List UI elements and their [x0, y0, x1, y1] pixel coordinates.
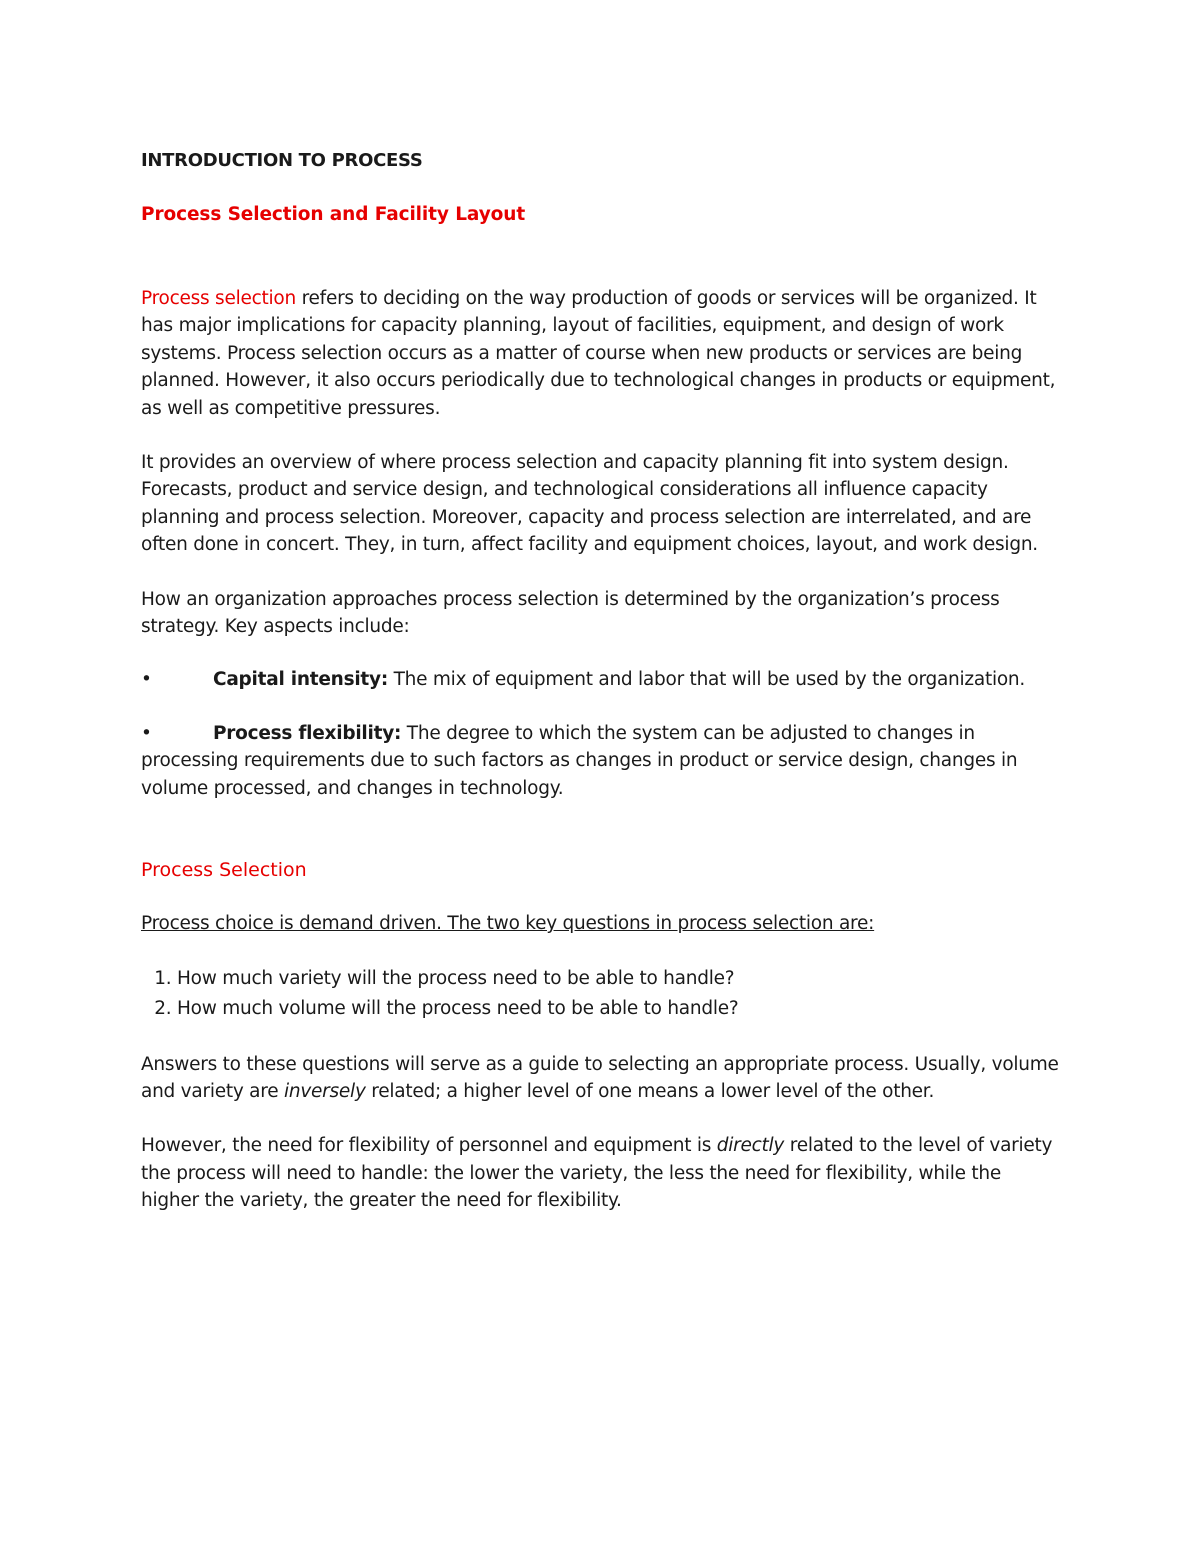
bullet-text: The degree to which the system can be adjusted to changes in processing requirements due to such factors as changes in product or service design, changes in volume processed, and changes in technology.	[141, 722, 1018, 799]
flexibility-text-end: related to the level of variety the process will need to handle: the lower the variety, the less the need for flexibility, while the higher the variety, the greater the need for flexibility.	[141, 1135, 1053, 1212]
document-title: INTRODUCTION TO PROCESS	[141, 150, 423, 171]
flexibility-emphasis: directly	[716, 1135, 785, 1157]
bullet-text: The mix of equipment and labor that will be used by the organization.	[387, 669, 1026, 691]
questions-list	[141, 964, 1061, 1024]
answers-paragraph	[141, 1051, 1061, 1106]
answers-emphasis: inversely	[283, 1080, 366, 1102]
bullet-term: Process flexibility:	[213, 722, 402, 744]
document-page	[141, 148, 1061, 1215]
intro-text: refers to deciding on the way production of goods or services will be organized. It has major implications for capacity planning, layout of facilities, equipment, and design of work systems. Process selection occurs as a matter of course when new products or services are being planned. However, it also occurs periodically due to technological changes in products or equipment, as well as competitive pressures.	[141, 288, 1056, 419]
bullet-icon: •	[141, 722, 152, 744]
intro-highlight: Process selection	[141, 288, 296, 309]
bullet-process-flexibility	[141, 720, 1061, 802]
flexibility-text-start: However, the need for flexibility of personnel and equipment is	[141, 1135, 717, 1157]
intro-paragraph	[141, 285, 1061, 422]
section-heading: Process Selection	[141, 859, 307, 882]
section-lead: Process choice is demand driven. The two key questions in process selection are:	[141, 913, 875, 935]
document-subtitle: Process Selection and Facility Layout	[141, 204, 526, 225]
answers-text-start: Answers to these questions will serve as a guide to selecting an appropriate process. Usually, volume and variety are	[141, 1053, 1059, 1102]
list-item: 1. How much variety will the process need to be able to handle?	[177, 964, 1061, 994]
bullet-icon: •	[141, 669, 152, 691]
overview-paragraph: It provides an overview of where process selection and capacity planning fit into system design. Forecasts, product and service design, and technological considerations all influence capacity planning and process selection. Moreover, capacity and process selection are interrelated, and are often done in concert. They, in turn, affect facility and equipment choices, layout, and work design.	[141, 452, 1038, 556]
answers-text-end: related; a higher level of one means a lower level of the other.	[365, 1080, 935, 1102]
bullet-capital-intensity	[141, 666, 1061, 693]
bullet-term: Capital intensity:	[213, 669, 388, 691]
flexibility-paragraph	[141, 1132, 1061, 1214]
strategy-paragraph: How an organization approaches process selection is determined by the organization’s process strategy. Key aspects include:	[141, 588, 1000, 638]
list-item: 2. How much volume will the process need to be able to handle?	[177, 994, 1061, 1024]
